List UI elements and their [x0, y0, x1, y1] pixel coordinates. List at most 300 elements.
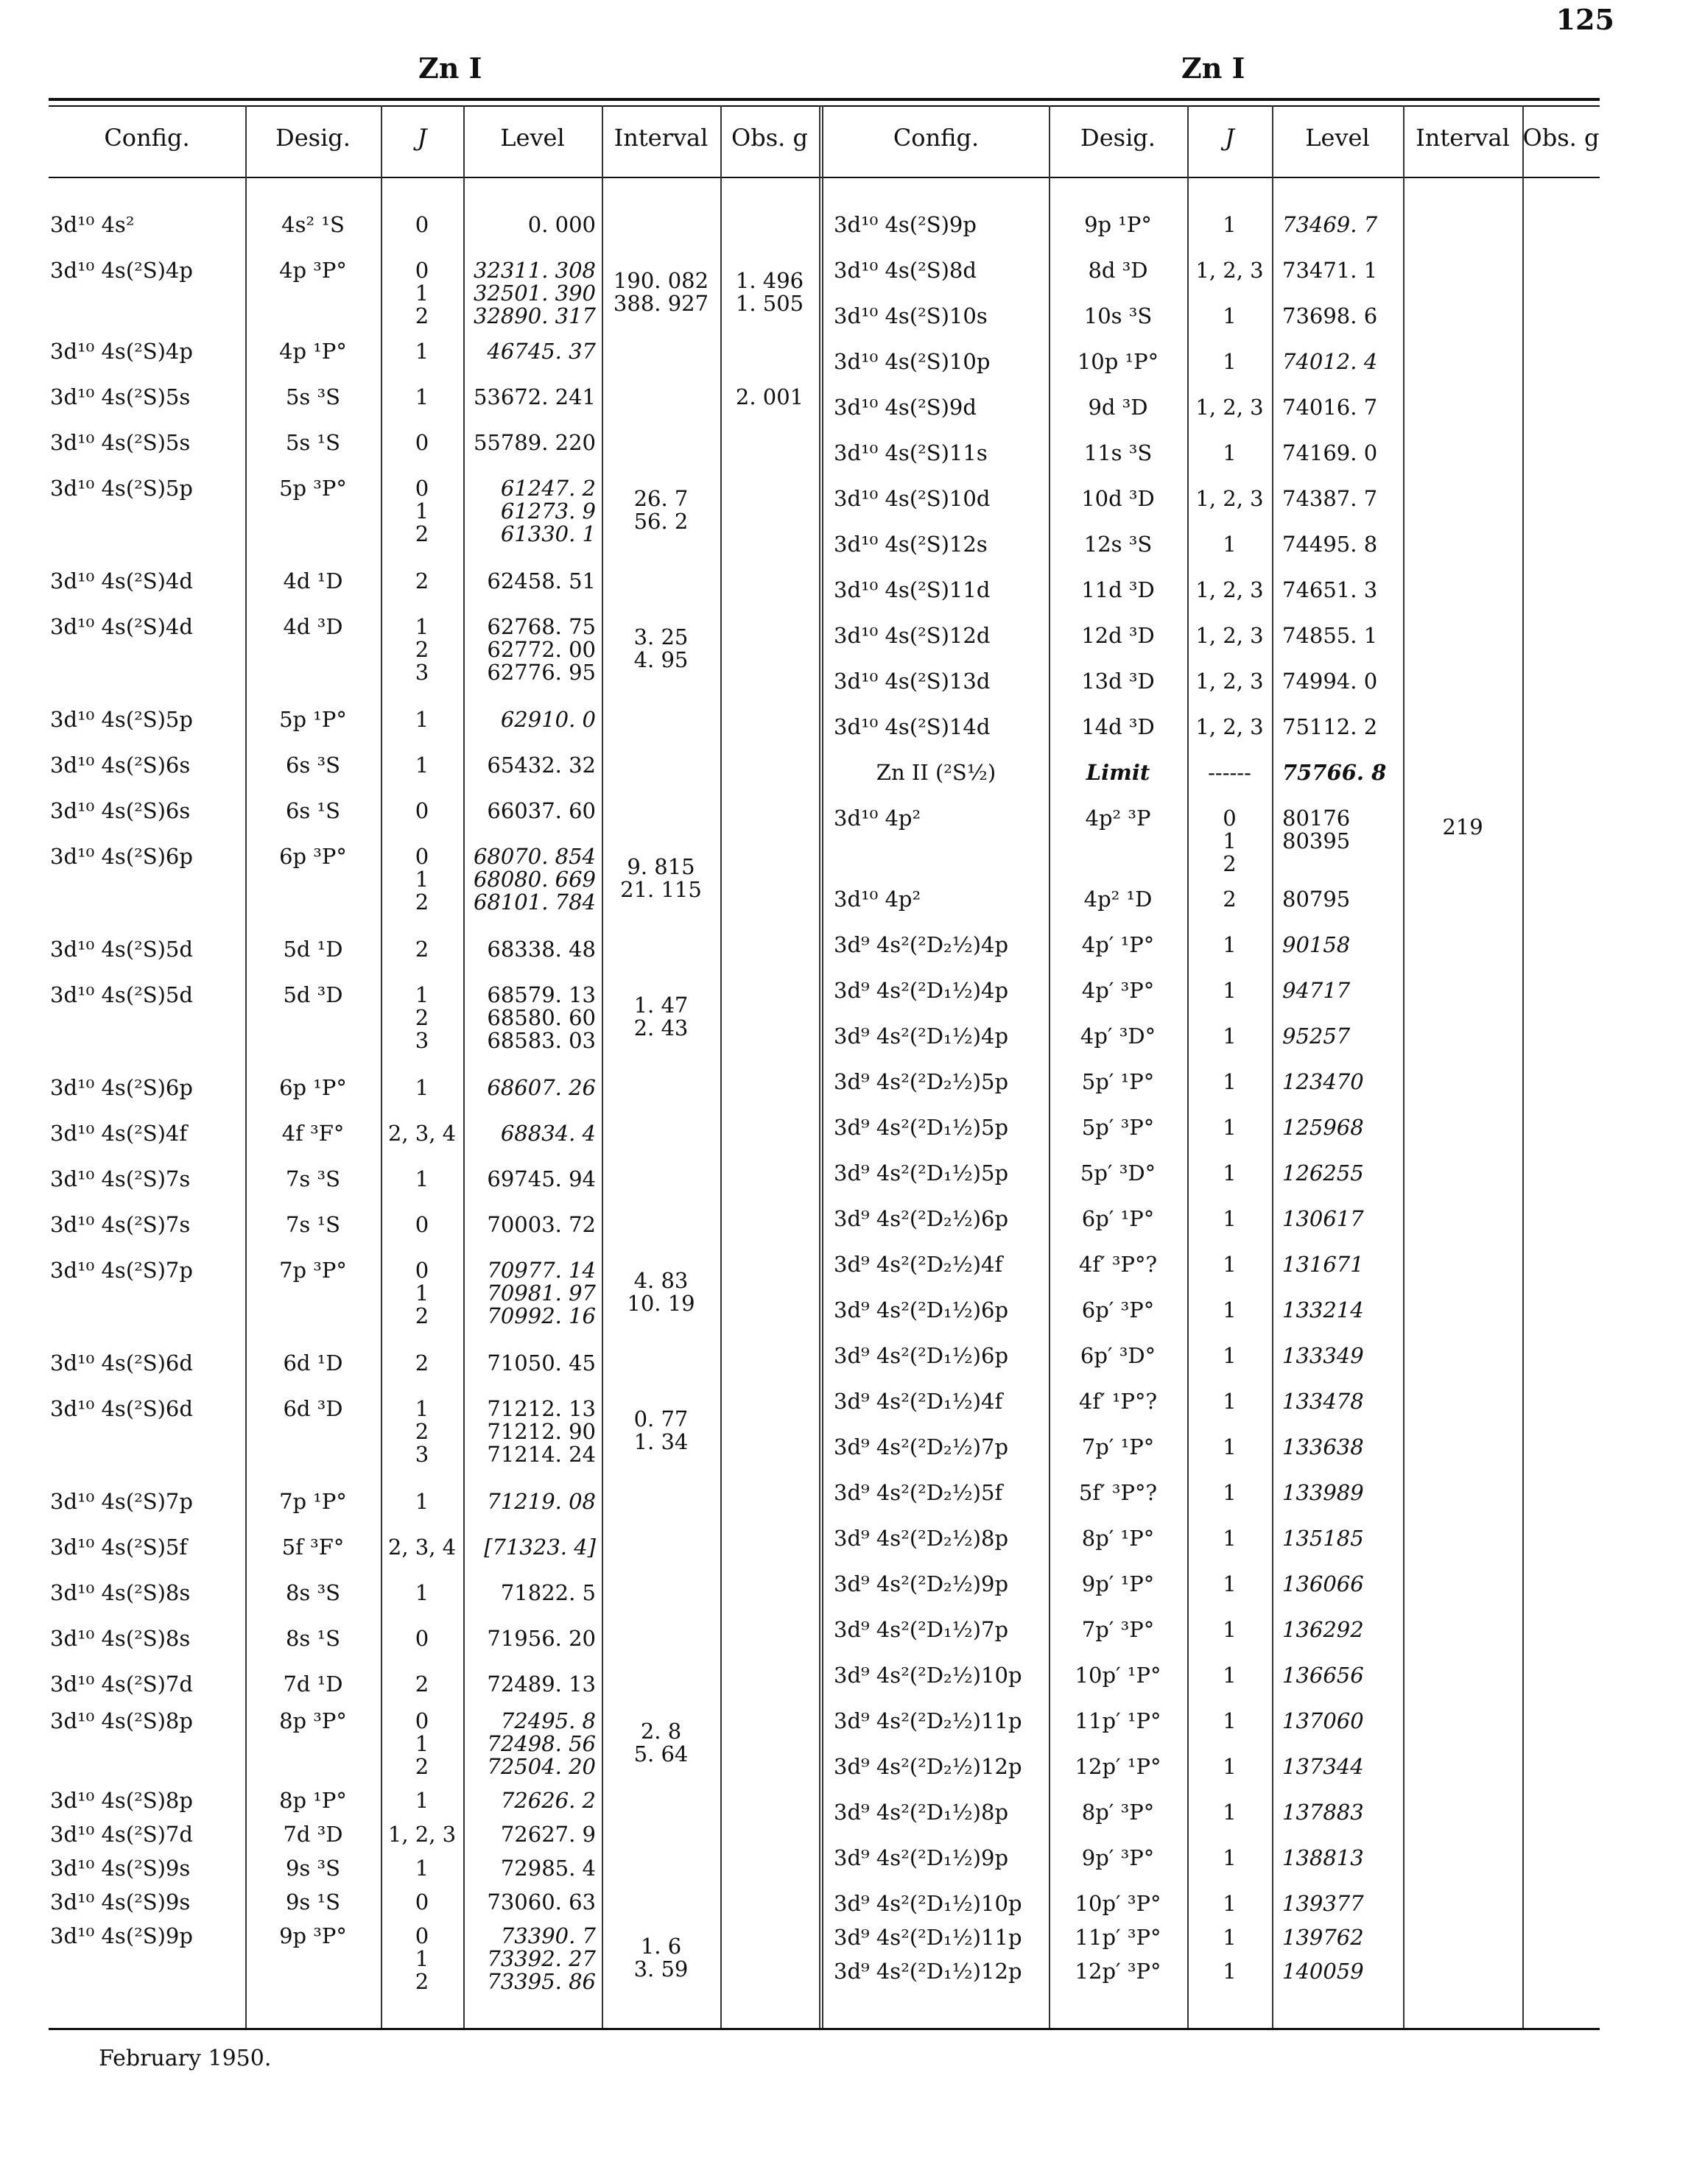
- header-interval: Interval: [614, 124, 709, 152]
- right-row-22-desig: 4f′ ³P°?: [1078, 1252, 1158, 1277]
- left-row-4-desig: 5s ¹S: [285, 430, 341, 455]
- right-row-0-desig: 9p ¹P°: [1084, 212, 1152, 237]
- left-row-1-g: 1. 496 1. 505: [735, 268, 804, 316]
- left-row-23-desig: 8s ³S: [285, 1580, 341, 1605]
- left-row-5-interval: 26. 7 56. 2: [633, 486, 689, 534]
- left-row-22-j: 2, 3, 4: [387, 1535, 457, 1560]
- right-row-38-desig: 12p′ ³P°: [1075, 1959, 1161, 1984]
- left-row-27-config: 3d¹⁰ 4s(²S)8p: [50, 1788, 193, 1813]
- left-row-21-config: 3d¹⁰ 4s(²S)7p: [50, 1489, 193, 1514]
- right-row-15-config: 3d⁹ 4s²(²D₂½)4p: [834, 932, 1009, 957]
- left-row-6-j: 2: [415, 568, 429, 593]
- right-row-17-level: 95257: [1282, 1024, 1351, 1049]
- right-row-32-level: 137060: [1282, 1708, 1364, 1733]
- right-row-26-level: 133638: [1282, 1434, 1364, 1459]
- left-row-16-config: 3d¹⁰ 4s(²S)7s: [50, 1166, 191, 1191]
- right-row-34-config: 3d⁹ 4s²(²D₁½)8p: [834, 1800, 1009, 1825]
- left-row-20-level: 71212. 13 71212. 90 71214. 24: [487, 1396, 596, 1467]
- right-row-37-level: 139762: [1282, 1925, 1364, 1950]
- right-row-36-j: 1: [1223, 1891, 1237, 1916]
- left-row-19-desig: 6d ¹D: [283, 1350, 343, 1375]
- left-row-0-level: 0. 000: [527, 212, 596, 237]
- left-row-1-interval: 190. 082 388. 927: [613, 268, 709, 316]
- right-row-28-j: 1: [1223, 1526, 1237, 1551]
- right-row-13-level: 80176 80395: [1282, 806, 1351, 853]
- left-row-5-j: 0 1 2: [415, 476, 429, 546]
- left-row-28-config: 3d¹⁰ 4s(²S)7d: [50, 1822, 193, 1847]
- left-row-7-config: 3d¹⁰ 4s(²S)4d: [50, 614, 193, 639]
- left-row-17-desig: 7s ¹S: [285, 1212, 341, 1237]
- left-row-21-desig: 7p ¹P°: [279, 1489, 347, 1514]
- left-row-28-level: 72627. 9: [500, 1822, 596, 1847]
- right-row-0-config: 3d¹⁰ 4s(²S)9p: [834, 212, 977, 237]
- right-row-14-desig: 4p² ¹D: [1083, 887, 1153, 912]
- left-row-7-j: 1 2 3: [415, 614, 429, 685]
- left-row-28-desig: 7d ³D: [283, 1822, 343, 1847]
- left-row-31-j: 0 1 2: [415, 1923, 429, 1994]
- right-row-38-j: 1: [1223, 1959, 1237, 1984]
- right-row-17-desig: 4p′ ³D°: [1080, 1024, 1156, 1049]
- right-row-18-level: 123470: [1282, 1069, 1364, 1094]
- right-row-26-config: 3d⁹ 4s²(²D₂½)7p: [834, 1434, 1009, 1459]
- right-row-31-level: 136656: [1282, 1663, 1364, 1688]
- right-row-24-level: 133349: [1282, 1343, 1364, 1368]
- right-row-11-desig: 14d ³D: [1081, 714, 1155, 739]
- right-row-3-config: 3d¹⁰ 4s(²S)10p: [834, 349, 991, 374]
- left-row-7-desig: 4d ³D: [283, 614, 343, 639]
- right-row-1-level: 73471. 1: [1282, 258, 1378, 283]
- left-row-3-desig: 5s ³S: [285, 384, 341, 409]
- right-row-17-j: 1: [1223, 1024, 1237, 1049]
- right-row-30-j: 1: [1223, 1617, 1237, 1642]
- right-row-38-level: 140059: [1282, 1959, 1364, 1984]
- right-row-15-desig: 4p′ ¹P°: [1081, 932, 1155, 957]
- left-row-22-config: 3d¹⁰ 4s(²S)5f: [50, 1535, 188, 1560]
- right-row-30-config: 3d⁹ 4s²(²D₁½)7p: [834, 1617, 1009, 1642]
- right-row-15-level: 90158: [1282, 932, 1351, 957]
- left-row-26-config: 3d¹⁰ 4s(²S)8p: [50, 1708, 193, 1733]
- right-row-27-desig: 5f′ ³P°?: [1078, 1480, 1158, 1505]
- right-row-1-config: 3d¹⁰ 4s(²S)8d: [834, 258, 977, 283]
- right-row-6-desig: 10d ³D: [1081, 486, 1155, 511]
- right-row-32-j: 1: [1223, 1708, 1237, 1733]
- right-row-26-desig: 7p′ ¹P°: [1081, 1434, 1155, 1459]
- header-level: Level: [1305, 124, 1370, 152]
- right-row-10-level: 74994. 0: [1282, 669, 1378, 694]
- right-row-2-desig: 10s ³S: [1083, 303, 1153, 328]
- left-row-11-desig: 6p ³P°: [279, 844, 347, 869]
- left-row-16-level: 69745. 94: [487, 1166, 596, 1191]
- header-config: Config.: [893, 124, 980, 152]
- right-row-28-config: 3d⁹ 4s²(²D₂½)8p: [834, 1526, 1009, 1551]
- right-row-4-config: 3d¹⁰ 4s(²S)9d: [834, 395, 977, 420]
- page-number: 125: [1555, 3, 1614, 36]
- right-row-24-j: 1: [1223, 1343, 1237, 1368]
- right-row-14-level: 80795: [1282, 887, 1351, 912]
- right-row-13-j: 0 1 2: [1223, 806, 1237, 876]
- right-row-29-desig: 9p′ ¹P°: [1081, 1571, 1155, 1596]
- right-row-18-config: 3d⁹ 4s²(²D₂½)5p: [834, 1069, 1009, 1094]
- left-row-14-level: 68607. 26: [487, 1075, 596, 1100]
- right-row-19-config: 3d⁹ 4s²(²D₁½)5p: [834, 1115, 1009, 1140]
- right-row-16-config: 3d⁹ 4s²(²D₁½)4p: [834, 978, 1009, 1003]
- right-row-23-level: 133214: [1282, 1297, 1364, 1322]
- left-row-4-level: 55789. 220: [473, 430, 596, 455]
- right-row-34-level: 137883: [1282, 1800, 1364, 1825]
- right-row-35-j: 1: [1223, 1845, 1237, 1870]
- left-row-15-level: 68834. 4: [500, 1121, 596, 1146]
- left-row-20-desig: 6d ³D: [283, 1396, 343, 1421]
- right-row-6-level: 74387. 7: [1282, 486, 1378, 511]
- right-row-11-level: 75112. 2: [1282, 714, 1378, 739]
- left-row-5-config: 3d¹⁰ 4s(²S)5p: [50, 476, 193, 501]
- right-row-32-config: 3d⁹ 4s²(²D₂½)11p: [834, 1708, 1022, 1733]
- right-row-1-j: 1, 2, 3: [1195, 258, 1264, 283]
- right-row-4-desig: 9d ³D: [1088, 395, 1148, 420]
- right-row-36-level: 139377: [1282, 1891, 1364, 1916]
- right-row-9-level: 74855. 1: [1282, 623, 1378, 648]
- left-row-18-level: 70977. 14 70981. 97 70992. 16: [487, 1258, 596, 1328]
- right-row-18-j: 1: [1223, 1069, 1237, 1094]
- left-row-25-level: 72489. 13: [487, 1672, 596, 1697]
- right-row-11-config: 3d¹⁰ 4s(²S)14d: [834, 714, 991, 739]
- right-row-21-desig: 6p′ ¹P°: [1081, 1206, 1155, 1231]
- left-row-16-desig: 7s ³S: [285, 1166, 341, 1191]
- right-row-37-desig: 11p′ ³P°: [1075, 1925, 1161, 1950]
- left-row-17-config: 3d¹⁰ 4s(²S)7s: [50, 1212, 191, 1237]
- left-row-30-level: 73060. 63: [487, 1889, 596, 1914]
- right-row-1-desig: 8d ³D: [1088, 258, 1148, 283]
- left-row-2-desig: 4p ¹P°: [279, 339, 347, 364]
- left-row-24-config: 3d¹⁰ 4s(²S)8s: [50, 1626, 191, 1651]
- right-row-30-desig: 7p′ ³P°: [1081, 1617, 1155, 1642]
- right-row-4-j: 1, 2, 3: [1195, 395, 1264, 420]
- left-row-25-desig: 7d ¹D: [283, 1672, 343, 1697]
- left-row-6-config: 3d¹⁰ 4s(²S)4d: [50, 568, 193, 593]
- right-row-27-config: 3d⁹ 4s²(²D₂½)5f: [834, 1480, 1003, 1505]
- right-row-23-desig: 6p′ ³P°: [1081, 1297, 1155, 1322]
- right-row-27-level: 133989: [1282, 1480, 1364, 1505]
- left-row-17-j: 0: [415, 1212, 429, 1237]
- left-row-12-desig: 5d ¹D: [283, 937, 343, 962]
- left-row-19-level: 71050. 45: [487, 1350, 596, 1375]
- left-row-0-j: 0: [415, 212, 429, 237]
- left-row-17-level: 70003. 72: [487, 1212, 596, 1237]
- left-row-20-config: 3d¹⁰ 4s(²S)6d: [50, 1396, 193, 1421]
- left-row-31-desig: 9p ³P°: [279, 1923, 347, 1948]
- left-row-15-desig: 4f ³F°: [281, 1121, 345, 1146]
- right-row-9-config: 3d¹⁰ 4s(²S)12d: [834, 623, 991, 648]
- left-row-22-desig: 5f ³F°: [281, 1535, 345, 1560]
- left-row-2-j: 1: [415, 339, 429, 364]
- left-row-30-config: 3d¹⁰ 4s(²S)9s: [50, 1889, 191, 1914]
- left-row-16-j: 1: [415, 1166, 429, 1191]
- left-row-10-level: 66037. 60: [487, 798, 596, 823]
- right-row-20-level: 126255: [1282, 1160, 1364, 1186]
- left-row-20-j: 1 2 3: [415, 1396, 429, 1467]
- left-row-9-level: 65432. 32: [487, 753, 596, 778]
- left-row-1-config: 3d¹⁰ 4s(²S)4p: [50, 258, 193, 283]
- right-row-10-desig: 13d ³D: [1081, 669, 1155, 694]
- right-row-19-level: 125968: [1282, 1115, 1364, 1140]
- right-row-7-j: 1: [1223, 532, 1237, 557]
- right-row-12-j: ------: [1208, 760, 1251, 785]
- right-row-0-j: 1: [1223, 212, 1237, 237]
- right-row-33-j: 1: [1223, 1754, 1237, 1779]
- left-row-9-config: 3d¹⁰ 4s(²S)6s: [50, 753, 191, 778]
- right-row-25-config: 3d⁹ 4s²(²D₁½)4f: [834, 1389, 1003, 1414]
- right-row-9-desig: 12d ³D: [1081, 623, 1155, 648]
- right-row-6-config: 3d¹⁰ 4s(²S)10d: [834, 486, 991, 511]
- right-table-title: Zn I: [1181, 52, 1245, 85]
- right-row-30-level: 136292: [1282, 1617, 1364, 1642]
- left-row-29-desig: 9s ³S: [285, 1856, 341, 1881]
- right-row-17-config: 3d⁹ 4s²(²D₁½)4p: [834, 1024, 1009, 1049]
- right-row-29-j: 1: [1223, 1571, 1237, 1596]
- left-row-3-level: 53672. 241: [473, 384, 596, 409]
- left-row-24-desig: 8s ¹S: [285, 1626, 341, 1651]
- right-row-7-config: 3d¹⁰ 4s(²S)12s: [834, 532, 988, 557]
- left-row-7-interval: 3. 25 4. 95: [633, 624, 689, 672]
- left-row-12-config: 3d¹⁰ 4s(²S)5d: [50, 937, 193, 962]
- right-row-18-desig: 5p′ ¹P°: [1081, 1069, 1155, 1094]
- right-row-35-level: 138813: [1282, 1845, 1364, 1870]
- left-row-23-j: 1: [415, 1580, 429, 1605]
- left-table-title: Zn I: [418, 52, 482, 85]
- right-row-7-desig: 12s ³S: [1083, 532, 1153, 557]
- right-row-10-j: 1, 2, 3: [1195, 669, 1264, 694]
- left-row-13-interval: 1. 47 2. 43: [633, 993, 689, 1040]
- left-row-26-level: 72495. 8 72498. 56 72504. 20: [487, 1708, 596, 1779]
- right-row-21-j: 1: [1223, 1206, 1237, 1231]
- right-row-20-j: 1: [1223, 1160, 1237, 1186]
- right-row-19-j: 1: [1223, 1115, 1237, 1140]
- left-row-13-desig: 5d ³D: [283, 982, 343, 1007]
- right-row-12-config: Zn II (²S½): [876, 760, 996, 785]
- left-row-21-j: 1: [415, 1489, 429, 1514]
- right-row-8-j: 1, 2, 3: [1195, 577, 1264, 602]
- right-row-5-level: 74169. 0: [1282, 440, 1378, 465]
- right-row-13-interval: 219: [1442, 814, 1483, 839]
- left-row-24-j: 0: [415, 1626, 429, 1651]
- left-row-30-desig: 9s ¹S: [285, 1889, 341, 1914]
- left-row-7-level: 62768. 75 62772. 00 62776. 95: [487, 614, 596, 685]
- right-row-21-config: 3d⁹ 4s²(²D₂½)6p: [834, 1206, 1009, 1231]
- right-row-13-config: 3d¹⁰ 4p²: [834, 806, 921, 831]
- top-rule-thin: [49, 105, 1600, 107]
- right-row-37-j: 1: [1223, 1925, 1237, 1950]
- left-row-1-j: 0 1 2: [415, 258, 429, 328]
- left-row-11-level: 68070. 854 68080. 669 68101. 784: [473, 844, 596, 915]
- header-j: J: [417, 124, 427, 152]
- left-row-1-level: 32311. 308 32501. 390 32890. 317: [473, 258, 596, 328]
- left-row-25-j: 2: [415, 1672, 429, 1697]
- left-row-2-config: 3d¹⁰ 4s(²S)4p: [50, 339, 193, 364]
- right-row-22-level: 131671: [1282, 1252, 1364, 1277]
- header-desig: Desig.: [275, 124, 351, 152]
- left-row-8-level: 62910. 0: [500, 707, 596, 732]
- left-row-15-j: 2, 3, 4: [387, 1121, 457, 1146]
- right-row-23-config: 3d⁹ 4s²(²D₁½)6p: [834, 1297, 1009, 1322]
- header-config: Config.: [104, 124, 190, 152]
- left-row-15-config: 3d¹⁰ 4s(²S)4f: [50, 1121, 188, 1146]
- right-row-37-config: 3d⁹ 4s²(²D₁½)11p: [834, 1925, 1022, 1950]
- left-row-9-desig: 6s ³S: [285, 753, 341, 778]
- right-row-16-level: 94717: [1282, 978, 1351, 1003]
- left-row-20-interval: 0. 77 1. 34: [633, 1406, 689, 1454]
- left-row-23-level: 71822. 5: [500, 1580, 596, 1605]
- right-row-3-j: 1: [1223, 349, 1237, 374]
- right-row-22-config: 3d⁹ 4s²(²D₂½)4f: [834, 1252, 1003, 1277]
- right-row-19-desig: 5p′ ³P°: [1081, 1115, 1155, 1140]
- right-row-26-j: 1: [1223, 1434, 1237, 1459]
- left-row-11-j: 0 1 2: [415, 844, 429, 915]
- right-row-25-j: 1: [1223, 1389, 1237, 1414]
- right-row-36-config: 3d⁹ 4s²(²D₁½)10p: [834, 1891, 1022, 1916]
- left-row-14-config: 3d¹⁰ 4s(²S)6p: [50, 1075, 193, 1100]
- right-row-11-j: 1, 2, 3: [1195, 714, 1264, 739]
- left-row-13-config: 3d¹⁰ 4s(²S)5d: [50, 982, 193, 1007]
- right-row-28-desig: 8p′ ¹P°: [1081, 1526, 1155, 1551]
- right-row-21-level: 130617: [1282, 1206, 1364, 1231]
- right-row-33-config: 3d⁹ 4s²(²D₂½)12p: [834, 1754, 1022, 1779]
- right-row-8-config: 3d¹⁰ 4s(²S)11d: [834, 577, 991, 602]
- right-row-4-level: 74016. 7: [1282, 395, 1378, 420]
- left-row-9-j: 1: [415, 753, 429, 778]
- left-row-18-desig: 7p ³P°: [279, 1258, 347, 1283]
- right-row-15-j: 1: [1223, 932, 1237, 957]
- left-row-4-j: 0: [415, 430, 429, 455]
- right-row-6-j: 1, 2, 3: [1195, 486, 1264, 511]
- right-row-0-level: 73469. 7: [1282, 212, 1378, 237]
- left-row-6-level: 62458. 51: [487, 568, 596, 593]
- right-row-9-j: 1, 2, 3: [1195, 623, 1264, 648]
- right-row-34-j: 1: [1223, 1800, 1237, 1825]
- left-row-4-config: 3d¹⁰ 4s(²S)5s: [50, 430, 191, 455]
- left-row-10-j: 0: [415, 798, 429, 823]
- left-row-13-level: 68579. 13 68580. 60 68583. 03: [487, 982, 596, 1053]
- left-row-3-config: 3d¹⁰ 4s(²S)5s: [50, 384, 191, 409]
- left-row-26-j: 0 1 2: [415, 1708, 429, 1779]
- header-obs-g: Obs. g: [731, 124, 808, 152]
- header-j: J: [1225, 124, 1234, 152]
- right-row-31-desig: 10p′ ¹P°: [1075, 1663, 1161, 1688]
- left-row-14-j: 1: [415, 1075, 429, 1100]
- left-row-23-config: 3d¹⁰ 4s(²S)8s: [50, 1580, 191, 1605]
- right-row-2-level: 73698. 6: [1282, 303, 1378, 328]
- right-row-5-config: 3d¹⁰ 4s(²S)11s: [834, 440, 988, 465]
- left-row-21-level: 71219. 08: [487, 1489, 596, 1514]
- left-row-1-desig: 4p ³P°: [279, 258, 347, 283]
- right-row-14-config: 3d¹⁰ 4p²: [834, 887, 921, 912]
- right-row-22-j: 1: [1223, 1252, 1237, 1277]
- left-row-2-level: 46745. 37: [487, 339, 596, 364]
- right-row-35-config: 3d⁹ 4s²(²D₁½)9p: [834, 1845, 1009, 1870]
- right-row-12-level: 75766. 8: [1282, 760, 1387, 785]
- right-row-23-j: 1: [1223, 1297, 1237, 1322]
- right-row-8-level: 74651. 3: [1282, 577, 1378, 602]
- left-row-11-interval: 9. 815 21. 115: [620, 854, 702, 902]
- right-row-3-level: 74012. 4: [1282, 349, 1378, 374]
- right-row-16-desig: 4p′ ³P°: [1081, 978, 1155, 1003]
- right-row-25-level: 133478: [1282, 1389, 1364, 1414]
- left-row-30-j: 0: [415, 1889, 429, 1914]
- right-row-36-desig: 10p′ ³P°: [1075, 1891, 1161, 1916]
- right-row-10-config: 3d¹⁰ 4s(²S)13d: [834, 669, 991, 694]
- left-row-27-level: 72626. 2: [500, 1788, 596, 1813]
- right-row-35-desig: 9p′ ³P°: [1081, 1845, 1155, 1870]
- left-row-10-desig: 6s ¹S: [285, 798, 341, 823]
- right-row-7-level: 74495. 8: [1282, 532, 1378, 557]
- left-row-5-desig: 5p ³P°: [279, 476, 347, 501]
- right-row-33-level: 137344: [1282, 1754, 1364, 1779]
- header-obs-g: Obs. g: [1522, 124, 1600, 152]
- left-row-26-desig: 8p ³P°: [279, 1708, 347, 1733]
- right-row-38-config: 3d⁹ 4s²(²D₁½)12p: [834, 1959, 1022, 1984]
- bottom-rule: [49, 2028, 1600, 2030]
- left-row-8-j: 1: [415, 707, 429, 732]
- left-row-29-j: 1: [415, 1856, 429, 1881]
- right-row-13-desig: 4p² ³P: [1085, 806, 1151, 831]
- left-row-25-config: 3d¹⁰ 4s(²S)7d: [50, 1672, 193, 1697]
- header-rule: [49, 177, 1600, 178]
- right-row-2-j: 1: [1223, 303, 1237, 328]
- left-row-3-g: 2. 001: [735, 384, 804, 409]
- left-row-10-config: 3d¹⁰ 4s(²S)6s: [50, 798, 191, 823]
- left-row-27-desig: 8p ¹P°: [279, 1788, 347, 1813]
- right-row-24-config: 3d⁹ 4s²(²D₁½)6p: [834, 1343, 1009, 1368]
- left-row-19-config: 3d¹⁰ 4s(²S)6d: [50, 1350, 193, 1375]
- left-row-12-j: 2: [415, 937, 429, 962]
- top-rule: [49, 98, 1600, 101]
- right-row-31-j: 1: [1223, 1663, 1237, 1688]
- header-interval: Interval: [1416, 124, 1510, 152]
- left-row-0-desig: 4s² ¹S: [281, 212, 345, 237]
- right-row-25-desig: 4f′ ¹P°?: [1078, 1389, 1158, 1414]
- right-row-27-j: 1: [1223, 1480, 1237, 1505]
- right-row-20-desig: 5p′ ³D°: [1080, 1160, 1156, 1186]
- left-row-14-desig: 6p ¹P°: [279, 1075, 347, 1100]
- right-row-5-j: 1: [1223, 440, 1237, 465]
- right-row-12-desig: Limit: [1086, 760, 1150, 785]
- left-row-19-j: 2: [415, 1350, 429, 1375]
- right-row-14-j: 2: [1223, 887, 1237, 912]
- left-row-0-config: 3d¹⁰ 4s²: [50, 212, 135, 237]
- right-row-29-config: 3d⁹ 4s²(²D₂½)9p: [834, 1571, 1009, 1596]
- right-row-3-desig: 10p ¹P°: [1077, 349, 1159, 374]
- right-row-32-desig: 11p′ ¹P°: [1075, 1708, 1161, 1733]
- left-row-27-j: 1: [415, 1788, 429, 1813]
- left-row-18-j: 0 1 2: [415, 1258, 429, 1328]
- left-row-29-config: 3d¹⁰ 4s(²S)9s: [50, 1856, 191, 1881]
- left-row-31-level: 73390. 7 73392. 27 73395. 86: [487, 1923, 596, 1994]
- right-row-28-level: 135185: [1282, 1526, 1364, 1551]
- right-row-5-desig: 11s ³S: [1083, 440, 1153, 465]
- right-row-16-j: 1: [1223, 978, 1237, 1003]
- right-row-33-desig: 12p′ ¹P°: [1075, 1754, 1161, 1779]
- left-row-12-level: 68338. 48: [487, 937, 596, 962]
- right-row-2-config: 3d¹⁰ 4s(²S)10s: [834, 303, 988, 328]
- left-row-5-level: 61247. 2 61273. 9 61330. 1: [500, 476, 596, 546]
- footer-date: February 1950.: [99, 2046, 272, 2071]
- left-row-18-config: 3d¹⁰ 4s(²S)7p: [50, 1258, 193, 1283]
- left-row-29-level: 72985. 4: [500, 1856, 596, 1881]
- right-row-20-config: 3d⁹ 4s²(²D₁½)5p: [834, 1160, 1009, 1186]
- left-row-28-j: 1, 2, 3: [387, 1822, 457, 1847]
- left-row-8-config: 3d¹⁰ 4s(²S)5p: [50, 707, 193, 732]
- left-row-26-interval: 2. 8 5. 64: [633, 1719, 689, 1766]
- header-level: Level: [500, 124, 565, 152]
